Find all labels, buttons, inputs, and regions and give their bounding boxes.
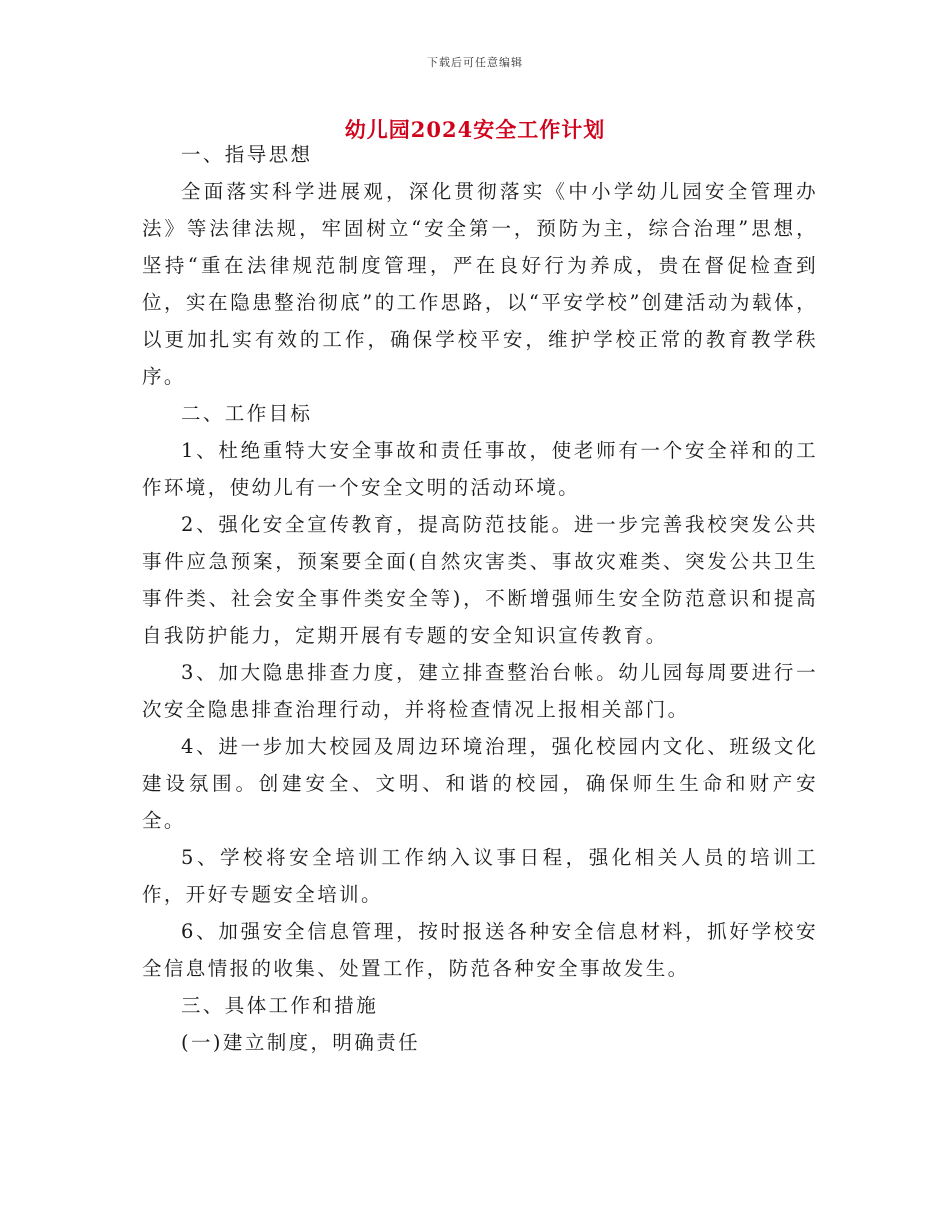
list-item: 3、加大隐患排查力度，建立排查整治台帐。幼儿园每周要进行一次安全隐患排查治理行动，并将检查情况上报相关部门。 (142, 661, 818, 721)
header-note: 下载后可任意编辑 (427, 56, 523, 69)
section-heading-work-goals: 二、工作目标 (181, 402, 313, 425)
subsection-heading: (一)建立制度，明确责任 (181, 1031, 421, 1054)
section-heading-guiding-ideology: 一、指导思想 (181, 143, 313, 166)
document-body (142, 136, 818, 1061)
document-title: 幼儿园2024安全工作计划 (344, 117, 606, 142)
list-item: 1、杜绝重特大安全事故和责任事故，使老师有一个安全祥和的工作环境，使幼儿有一个安全文明的活动环境。 (142, 439, 818, 499)
list-item: 6、加强安全信息管理，按时报送各种安全信息材料，抓好学校安全信息情报的收集、处置工作，防范各种安全事故发生。 (142, 920, 818, 980)
list-item: 5、学校将安全培训工作纳入议事日程，强化相关人员的培训工作，开好专题安全培训。 (142, 846, 818, 906)
paragraph: 全面落实科学进展观，深化贯彻落实《中小学幼儿园安全管理办法》等法律法规，牢固树立“安全第一，预防为主，综合治理”思想，坚持“重在法律规范制度管理，严在良好行为养成，贵在督促检查到位，实在隐患整治彻底”的工作思路，以“平安学校”创建活动为载体，以更加扎实有效的工作，确保学校平安，维护学校正常的教育教学秩序。 (142, 180, 818, 388)
list-item: 4、进一步加大校园及周边环境治理，强化校园内文化、班级文化建设氛围。创建安全、文明、和谐的校园，确保师生生命和财产安全。 (142, 735, 818, 832)
section-heading-measures: 三、具体工作和措施 (181, 994, 379, 1017)
list-item: 2、强化安全宣传教育，提高防范技能。进一步完善我校突发公共事件应急预案，预案要全面(自然灾害类、事故灾难类、突发公共卫生事件类、社会安全事件类安全等)，不断增强师生安全防范意识和提高自我防护能力，定期开展有专题的安全知识宣传教育。 (142, 513, 818, 647)
